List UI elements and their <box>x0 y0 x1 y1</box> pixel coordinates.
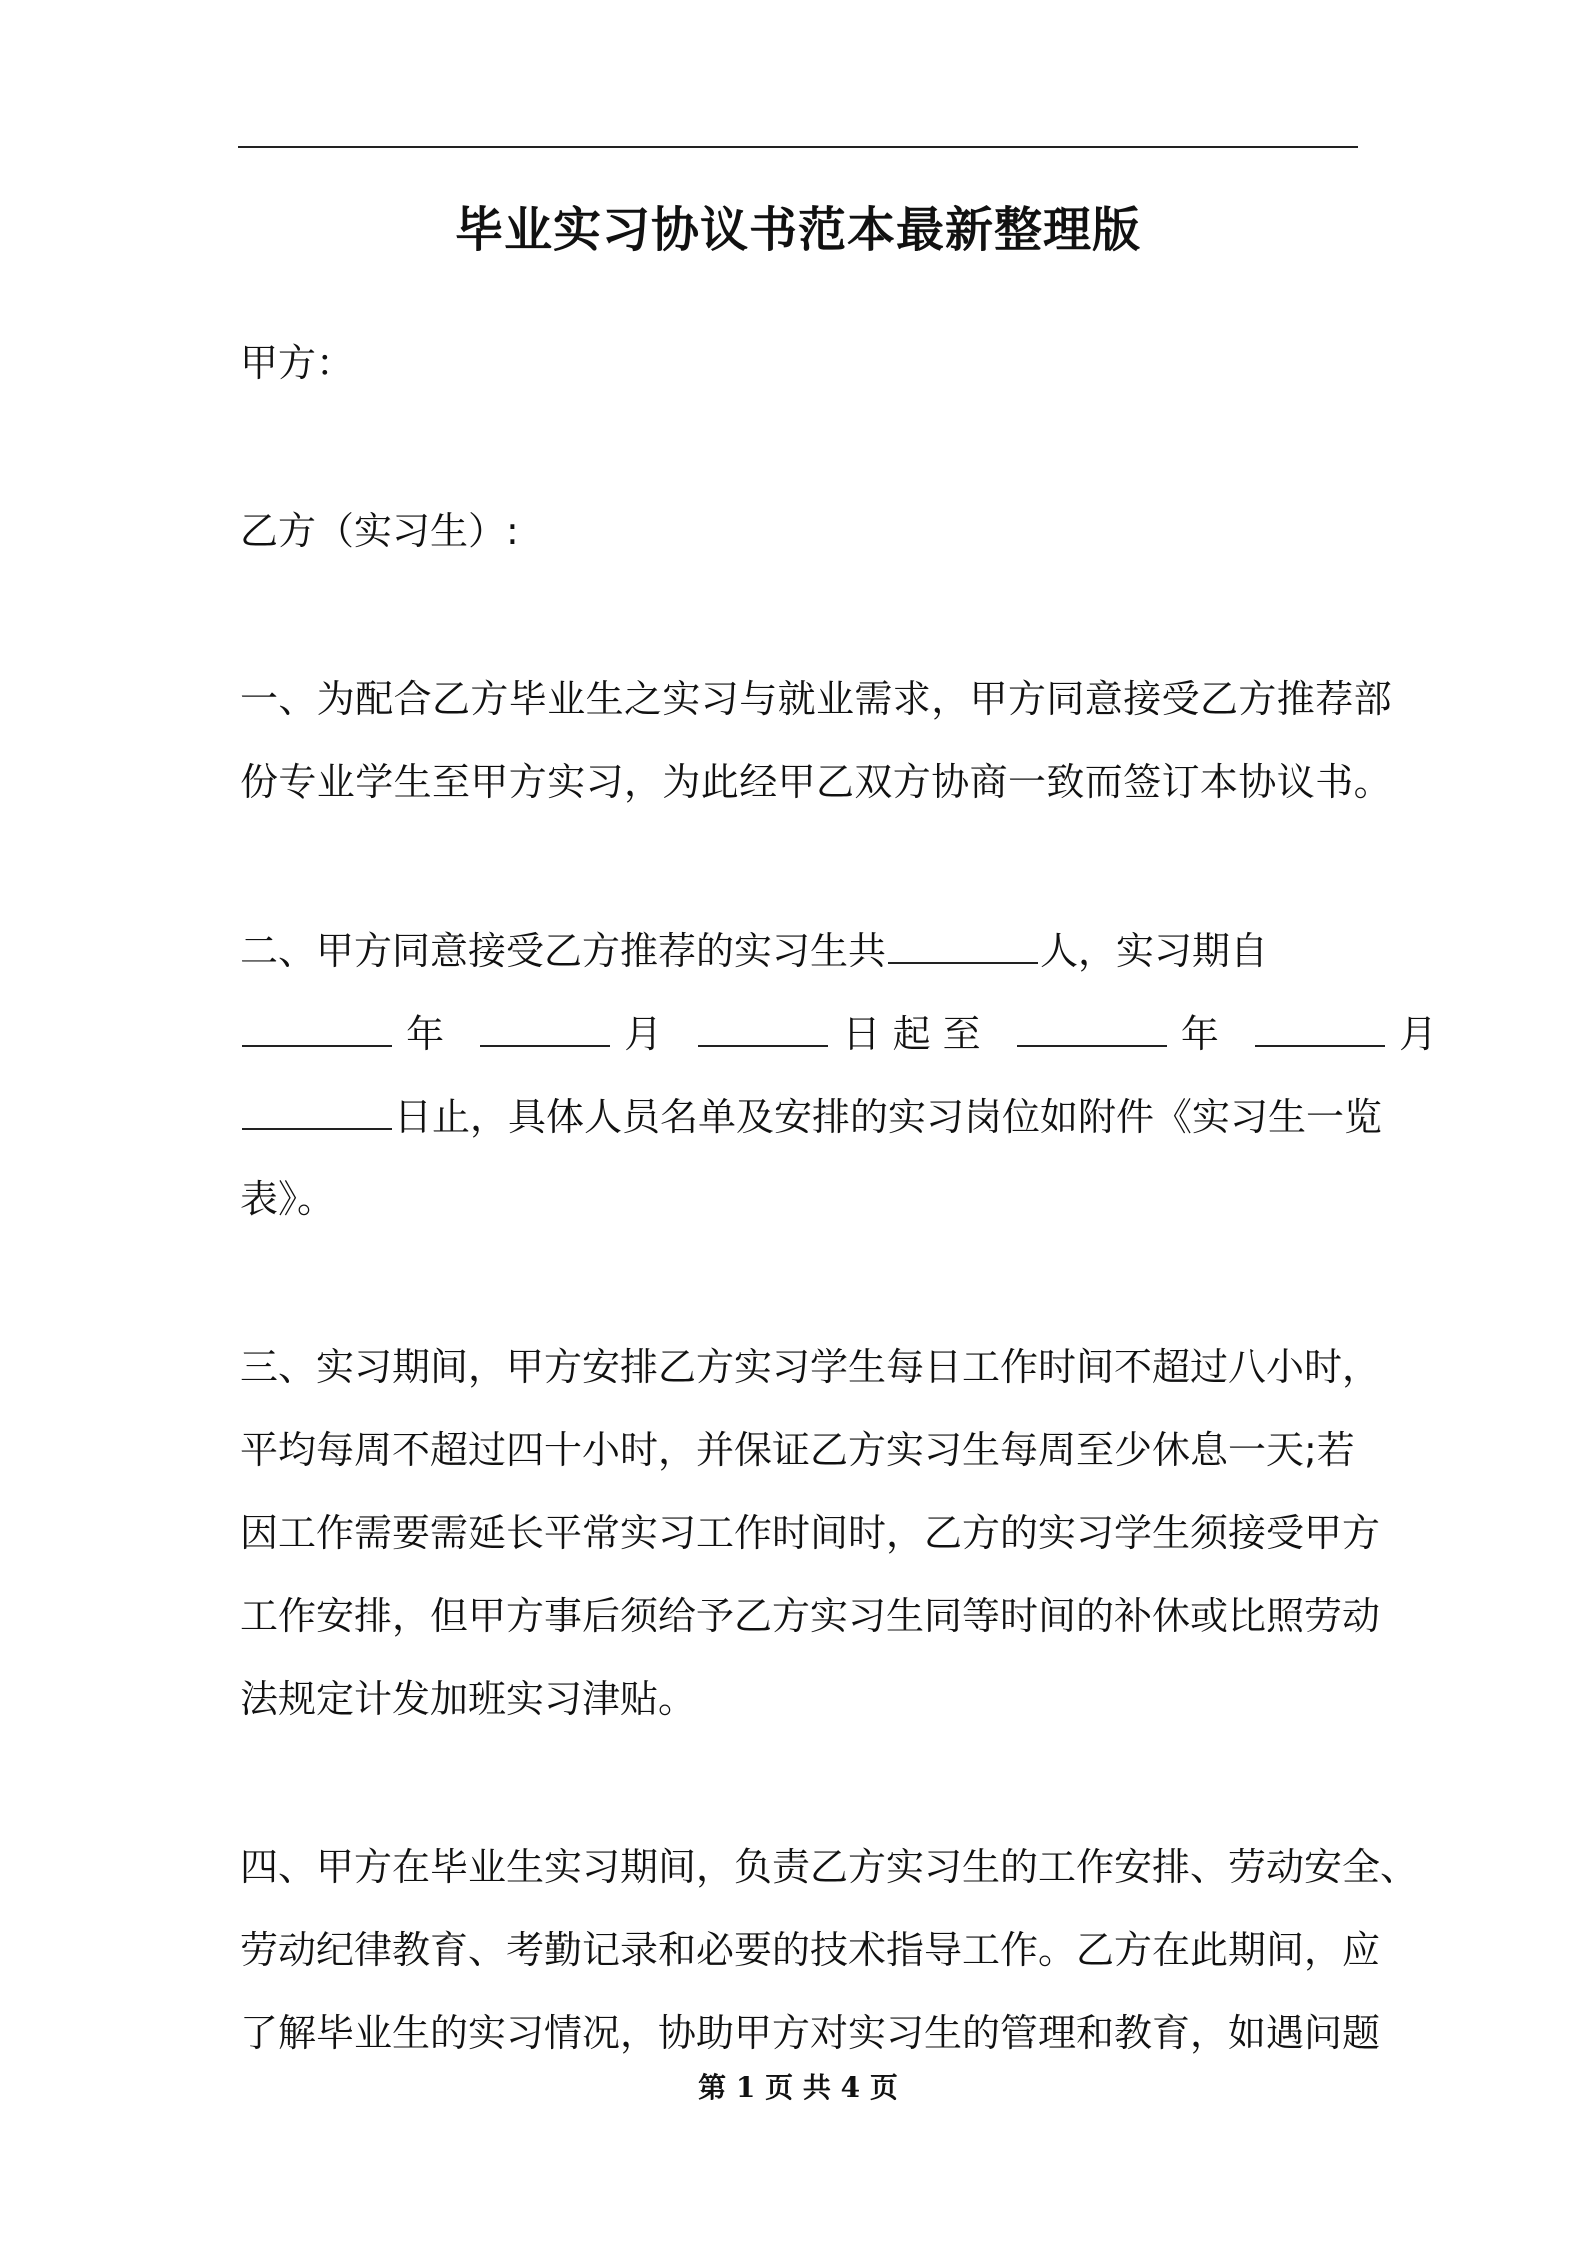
header-rule <box>238 146 1358 148</box>
para4-line: 劳动纪律教育、考勤记录和必要的技术指导工作。乙方在此期间，应 <box>240 1928 1381 1972</box>
para2-line4: 表》。 <box>240 1177 336 1221</box>
para4-line: 了解毕业生的实习情况，协助甲方对实习生的管理和教育，如遇问题 <box>240 2011 1381 2055</box>
para3-line: 平均每周不超过四十小时，并保证乙方实习生每周至少休息一天;若 <box>240 1428 1355 1472</box>
para3-line: 因工作需要需延长平常实习工作时间时，乙方的实习学生须接受甲方 <box>240 1511 1381 1555</box>
para3-line: 法规定计发加班实习津贴。 <box>240 1677 697 1721</box>
fill-blank-start-month[interactable] <box>480 1007 610 1047</box>
date-word: 月 <box>1399 1012 1438 1056</box>
para2-text: 二、甲方同意接受乙方推荐的实习生共 <box>240 929 887 973</box>
para2-text: 人，实习期自 <box>1040 929 1269 973</box>
para2-line2 <box>240 1007 1438 1060</box>
document-title: 毕业实习协议书范本最新整理版 <box>454 202 1141 258</box>
fill-blank-end-year[interactable] <box>1017 1007 1167 1047</box>
date-word: 月 <box>624 1012 663 1056</box>
para1-line: 一、为配合乙方毕业生之实习与就业需求，甲方同意接受乙方推荐部 <box>240 677 1393 721</box>
para3-line: 工作安排，但甲方事后须给予乙方实习生同等时间的补休或比照劳动 <box>240 1594 1381 1638</box>
para2-line3 <box>240 1090 1383 1143</box>
para1-line: 份专业学生至甲方实习，为此经甲乙双方协商一致而签订本协议书。 <box>240 760 1393 804</box>
fill-blank-start-year[interactable] <box>242 1007 392 1047</box>
fill-blank-end-day[interactable] <box>242 1090 392 1130</box>
fill-blank-end-month[interactable] <box>1255 1007 1385 1047</box>
date-word: 年 <box>1180 1012 1219 1056</box>
para2-line1 <box>240 924 1360 977</box>
para4-line: 四、甲方在毕业生实习期间，负责乙方实习生的工作安排、劳动安全、 <box>240 1845 1419 1889</box>
para2-text: 日止，具体人员名单及安排的实习岗位如附件《实习生一览 <box>394 1095 1383 1139</box>
fill-blank-count[interactable] <box>888 924 1038 964</box>
fill-blank-start-day[interactable] <box>698 1007 828 1047</box>
date-word: 年 <box>406 1012 445 1056</box>
party-b-label: 乙方（实习生）: <box>240 509 519 553</box>
page-number: 第 1 页 共 4 页 <box>698 2071 898 2104</box>
party-a-label: 甲方： <box>240 341 355 385</box>
date-word: 日 起 至 <box>842 1012 981 1056</box>
para3-line: 三、实习期间，甲方安排乙方实习学生每日工作时间不超过八小时， <box>240 1345 1381 1389</box>
